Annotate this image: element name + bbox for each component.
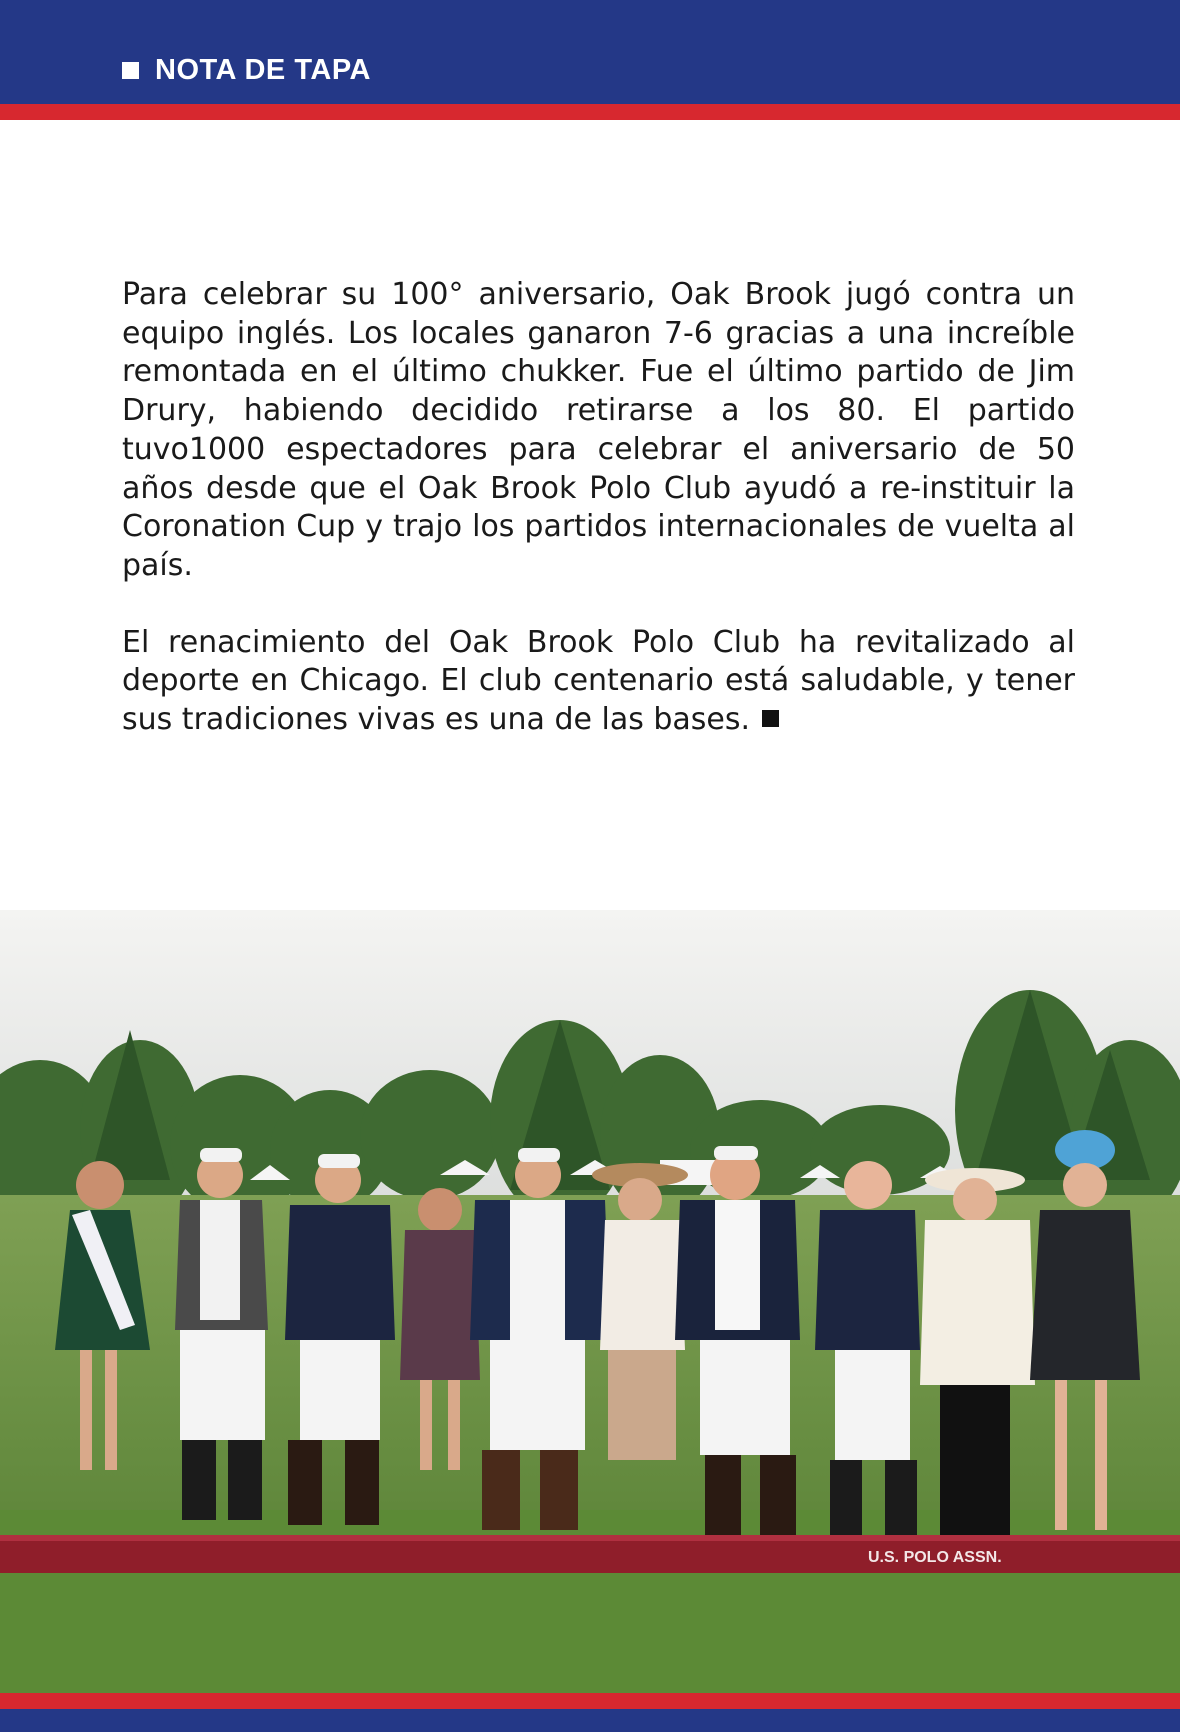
section-square-icon <box>122 62 139 79</box>
header-accent-stripe <box>0 104 1180 120</box>
article-paragraph-2-text: El renacimiento del Oak Brook Polo Club ha revitalizado al deporte en Chicago. El club centenario está saludable, y tener sus tradiciones vivas es una de las bases. <box>122 624 1075 738</box>
article-paragraph-2 <box>122 624 1075 740</box>
footer-accent-stripe <box>0 1693 1180 1709</box>
section-label <box>122 50 371 90</box>
footer-bar <box>0 1709 1180 1732</box>
end-of-article-icon <box>762 710 779 727</box>
section-label-text: NOTA DE TAPA <box>155 53 371 86</box>
board-text: U.S. POLO ASSN. <box>868 1549 1002 1566</box>
sash-label-1 <box>0 910 1 911</box>
group-photo-illustration <box>0 910 1180 1693</box>
group-photo <box>0 910 1180 1693</box>
article-body <box>122 276 1075 778</box>
article-paragraph-1: Para celebrar su 100° aniversario, Oak Brook jugó contra un equipo inglés. Los locales ganaron 7-6 gracias a una increíble remontada en el último chukker. Fue el último partido de Jim Drury, habiendo decidido retirarse a los 80. El partido tuvo1000 espectadores para celebrar el aniversario de 50 años desde que el Oak Brook Polo Club ayudó a re-instituir la Coronation Cup y trajo los partidos internacionales de vuelta al país. <box>122 277 1075 583</box>
